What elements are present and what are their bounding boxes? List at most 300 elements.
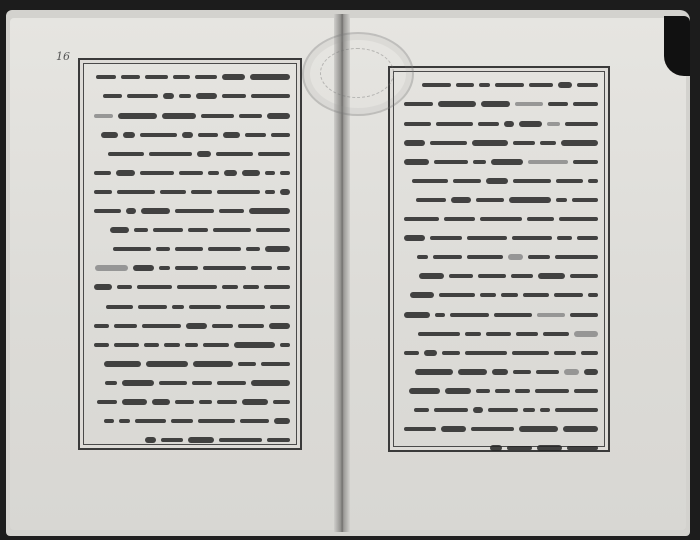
script-word: [208, 171, 219, 175]
script-word: [267, 113, 290, 119]
script-word: [515, 102, 543, 106]
right-text-line: [400, 307, 598, 322]
script-word: [433, 255, 462, 259]
script-word: [188, 228, 208, 232]
script-word: [197, 151, 211, 157]
script-word: [588, 179, 598, 183]
script-word: [494, 313, 532, 317]
script-word: [145, 437, 156, 443]
left-text-line: [90, 89, 290, 104]
script-word: [486, 178, 508, 184]
script-word: [135, 419, 166, 423]
script-word: [123, 132, 135, 138]
right-text-line: [400, 97, 598, 112]
script-word: [555, 255, 598, 259]
script-word: [529, 83, 553, 87]
script-word: [490, 445, 502, 451]
script-word: [559, 217, 598, 221]
left-text-line: [90, 356, 290, 371]
script-word: [179, 171, 203, 175]
script-word: [495, 389, 510, 393]
script-word: [175, 209, 214, 213]
script-word: [434, 408, 468, 412]
script-word: [172, 305, 184, 309]
script-word: [540, 141, 556, 145]
script-word: [114, 343, 139, 347]
script-word: [404, 217, 439, 221]
script-word: [512, 236, 552, 240]
left-text-line: [90, 433, 290, 448]
script-word: [159, 266, 170, 270]
script-word: [173, 75, 190, 79]
script-word: [240, 419, 269, 423]
script-word: [153, 228, 183, 232]
right-text-line: [400, 384, 598, 399]
script-word: [564, 369, 579, 375]
script-word: [94, 114, 113, 118]
script-word: [450, 313, 489, 317]
script-word: [513, 370, 531, 374]
script-word: [251, 266, 272, 270]
left-text-line: [90, 337, 290, 352]
script-word: [577, 83, 598, 87]
script-word: [106, 305, 133, 309]
left-text-block: [78, 58, 302, 450]
script-word: [439, 293, 475, 297]
script-word: [441, 426, 466, 432]
script-word: [574, 331, 598, 337]
script-word: [121, 75, 140, 79]
left-text-line: [90, 242, 290, 257]
right-text-line: [400, 231, 598, 246]
script-word: [434, 160, 468, 164]
left-text-line: [90, 70, 290, 85]
script-word: [192, 381, 212, 385]
script-word: [556, 198, 567, 202]
script-word: [556, 179, 583, 183]
script-word: [415, 369, 453, 375]
script-word: [251, 94, 290, 98]
script-word: [222, 94, 246, 98]
script-word: [277, 266, 290, 270]
script-word: [404, 159, 429, 165]
script-word: [245, 133, 266, 137]
script-word: [540, 408, 550, 412]
script-word: [216, 152, 253, 156]
script-word: [570, 313, 598, 317]
script-word: [94, 284, 112, 290]
folio-number: 16: [56, 50, 70, 63]
script-word: [527, 217, 554, 221]
script-word: [416, 198, 446, 202]
script-word: [435, 313, 445, 317]
script-word: [465, 351, 507, 355]
script-word: [269, 323, 290, 329]
script-word: [156, 247, 170, 251]
script-word: [442, 351, 460, 355]
script-word: [523, 293, 549, 297]
script-word: [217, 190, 260, 194]
script-word: [478, 274, 506, 278]
script-word: [555, 408, 598, 412]
script-word: [118, 113, 157, 119]
left-text-line: [90, 261, 290, 276]
script-word: [422, 83, 451, 87]
script-word: [105, 381, 117, 385]
script-word: [137, 285, 172, 289]
script-word: [97, 400, 117, 404]
script-word: [404, 122, 431, 126]
script-word: [424, 350, 437, 356]
scanner-thumb-shadow: [664, 16, 690, 76]
script-word: [271, 133, 290, 137]
right-text-line: [400, 422, 598, 437]
script-word: [175, 400, 194, 404]
script-word: [280, 189, 290, 195]
right-text-line: [400, 154, 598, 169]
script-word: [246, 247, 260, 251]
script-word: [573, 102, 598, 106]
script-word: [95, 265, 128, 271]
script-word: [537, 313, 565, 317]
script-word: [414, 408, 429, 412]
script-word: [558, 82, 572, 88]
script-word: [212, 324, 233, 328]
script-word: [479, 83, 490, 87]
script-word: [217, 400, 237, 404]
right-text-line: [400, 345, 598, 360]
script-word: [473, 160, 486, 164]
script-word: [250, 74, 290, 80]
left-text-line: [90, 280, 290, 295]
script-word: [472, 140, 508, 146]
script-word: [449, 274, 473, 278]
script-word: [222, 74, 245, 80]
script-word: [508, 254, 523, 260]
script-word: [519, 426, 558, 432]
script-word: [141, 208, 170, 214]
script-word: [94, 324, 109, 328]
script-word: [280, 171, 290, 175]
script-word: [160, 190, 186, 194]
script-word: [430, 236, 462, 240]
script-word: [185, 343, 198, 347]
script-word: [417, 255, 428, 259]
script-word: [523, 408, 535, 412]
script-word: [94, 343, 109, 347]
left-text-line: [90, 127, 290, 142]
script-word: [224, 170, 237, 176]
script-word: [140, 171, 174, 175]
script-word: [536, 370, 559, 374]
script-word: [122, 399, 147, 405]
right-text-line: [400, 288, 598, 303]
left-text-line: [90, 146, 290, 161]
script-word: [201, 114, 234, 118]
script-word: [117, 285, 132, 289]
script-word: [144, 343, 159, 347]
script-word: [226, 305, 265, 309]
script-word: [149, 152, 192, 156]
script-word: [481, 101, 510, 107]
left-text-line: [90, 299, 290, 314]
right-text-line: [400, 173, 598, 188]
script-word: [122, 380, 154, 386]
script-word: [242, 170, 260, 176]
script-word: [198, 419, 235, 423]
script-word: [548, 102, 568, 106]
left-text-line: [90, 108, 290, 123]
script-word: [456, 83, 474, 87]
script-word: [114, 324, 137, 328]
script-word: [159, 381, 187, 385]
script-word: [513, 141, 535, 145]
right-text-line: [400, 403, 598, 418]
script-word: [519, 121, 542, 127]
script-word: [223, 132, 240, 138]
script-word: [280, 343, 290, 347]
script-word: [119, 419, 130, 423]
script-word: [189, 305, 221, 309]
script-word: [504, 121, 514, 127]
script-word: [198, 133, 218, 137]
script-word: [133, 265, 154, 271]
script-word: [458, 369, 487, 375]
script-word: [177, 285, 217, 289]
left-text-line: [90, 376, 290, 391]
library-seal-stamp: [302, 32, 414, 116]
script-word: [570, 274, 598, 278]
script-word: [203, 343, 229, 347]
script-word: [419, 273, 444, 279]
right-text-block: [388, 66, 610, 452]
script-word: [577, 236, 598, 240]
script-word: [467, 236, 507, 240]
script-word: [113, 247, 151, 251]
script-word: [208, 247, 241, 251]
script-word: [573, 160, 598, 164]
left-text-line: [90, 414, 290, 429]
script-word: [445, 388, 471, 394]
script-word: [412, 179, 448, 183]
script-word: [196, 93, 217, 99]
script-word: [96, 75, 116, 79]
script-word: [116, 170, 135, 176]
right-text-line: [400, 78, 598, 93]
script-word: [492, 369, 508, 375]
script-word: [554, 351, 576, 355]
script-word: [473, 407, 483, 413]
script-word: [537, 445, 562, 451]
script-word: [171, 419, 193, 423]
script-word: [94, 171, 111, 175]
script-word: [188, 437, 214, 443]
script-word: [478, 122, 499, 126]
script-word: [199, 400, 212, 404]
script-word: [265, 190, 275, 194]
script-word: [511, 274, 533, 278]
script-word: [270, 305, 290, 309]
script-word: [404, 235, 425, 241]
script-word: [418, 332, 460, 336]
script-word: [242, 399, 268, 405]
left-text-line: [90, 185, 290, 200]
script-word: [265, 246, 290, 252]
script-word: [404, 351, 419, 355]
script-word: [584, 369, 598, 375]
script-word: [142, 324, 181, 328]
right-text-line: [400, 250, 598, 265]
script-word: [239, 114, 262, 118]
script-word: [547, 122, 560, 126]
script-word: [567, 446, 598, 450]
script-word: [186, 323, 207, 329]
left-text-line: [90, 395, 290, 410]
script-word: [126, 208, 136, 214]
script-word: [261, 362, 290, 366]
left-text-line: [90, 223, 290, 238]
script-word: [273, 400, 290, 404]
script-word: [104, 361, 141, 367]
script-word: [101, 132, 118, 138]
script-word: [213, 228, 251, 232]
script-word: [219, 438, 262, 442]
script-word: [535, 389, 569, 393]
right-text-line: [400, 212, 598, 227]
right-text-line: [400, 441, 598, 456]
script-word: [243, 285, 259, 289]
script-word: [543, 332, 569, 336]
script-word: [561, 140, 598, 146]
script-word: [127, 94, 158, 98]
script-word: [465, 332, 481, 336]
script-word: [193, 361, 233, 367]
script-word: [222, 285, 238, 289]
script-word: [476, 198, 504, 202]
script-word: [152, 399, 170, 405]
right-text-line: [400, 193, 598, 208]
script-word: [140, 133, 177, 137]
script-word: [179, 94, 191, 98]
script-word: [110, 227, 129, 233]
script-word: [191, 190, 212, 194]
script-word: [219, 209, 244, 213]
script-word: [538, 273, 565, 279]
script-word: [436, 122, 473, 126]
script-word: [513, 179, 551, 183]
script-word: [495, 83, 524, 87]
script-word: [108, 152, 144, 156]
script-word: [161, 438, 183, 442]
script-word: [264, 285, 290, 289]
script-word: [563, 426, 598, 432]
script-word: [516, 332, 538, 336]
script-word: [574, 389, 598, 393]
script-word: [565, 122, 598, 126]
left-text-line: [90, 318, 290, 333]
script-word: [134, 228, 148, 232]
right-text-line: [400, 269, 598, 284]
right-text-line: [400, 116, 598, 131]
script-word: [267, 438, 290, 442]
script-word: [238, 362, 256, 366]
script-word: [104, 419, 114, 423]
right-text-line: [400, 326, 598, 341]
script-word: [103, 94, 122, 98]
script-word: [486, 332, 511, 336]
script-word: [146, 361, 188, 367]
script-word: [164, 343, 180, 347]
left-text-line: [90, 165, 290, 180]
script-word: [554, 293, 583, 297]
script-word: [588, 293, 598, 297]
script-word: [258, 152, 290, 156]
script-word: [512, 351, 549, 355]
script-word: [557, 236, 572, 240]
script-word: [163, 93, 174, 99]
script-word: [274, 418, 290, 424]
script-word: [471, 427, 514, 431]
script-word: [217, 381, 246, 385]
script-word: [409, 388, 440, 394]
script-word: [145, 75, 168, 79]
script-word: [451, 197, 471, 203]
script-word: [249, 208, 290, 214]
script-word: [203, 266, 246, 270]
script-word: [581, 351, 598, 355]
script-word: [256, 228, 290, 232]
script-word: [404, 427, 436, 431]
script-word: [404, 102, 433, 106]
script-word: [195, 75, 217, 79]
left-text-line: [90, 204, 290, 219]
script-word: [507, 446, 532, 450]
script-word: [480, 293, 496, 297]
right-text-line: [400, 135, 598, 150]
script-word: [234, 342, 275, 348]
script-word: [404, 140, 425, 146]
script-word: [94, 209, 121, 213]
script-word: [430, 141, 467, 145]
script-word: [491, 159, 523, 165]
script-word: [467, 255, 503, 259]
script-word: [453, 179, 481, 183]
script-word: [265, 171, 275, 175]
script-word: [572, 198, 598, 202]
script-word: [444, 217, 475, 221]
script-word: [117, 190, 155, 194]
script-word: [509, 197, 551, 203]
script-word: [476, 389, 490, 393]
script-word: [175, 266, 198, 270]
right-text-line: [400, 364, 598, 379]
script-word: [182, 132, 193, 138]
script-word: [238, 324, 264, 328]
script-word: [175, 247, 203, 251]
script-word: [404, 312, 430, 318]
script-word: [480, 217, 522, 221]
script-word: [438, 101, 476, 107]
script-word: [162, 113, 196, 119]
script-word: [94, 190, 112, 194]
script-word: [515, 389, 530, 393]
script-word: [501, 293, 518, 297]
script-word: [138, 305, 167, 309]
script-word: [488, 408, 518, 412]
script-word: [528, 255, 550, 259]
script-word: [528, 160, 568, 164]
script-word: [251, 380, 290, 386]
